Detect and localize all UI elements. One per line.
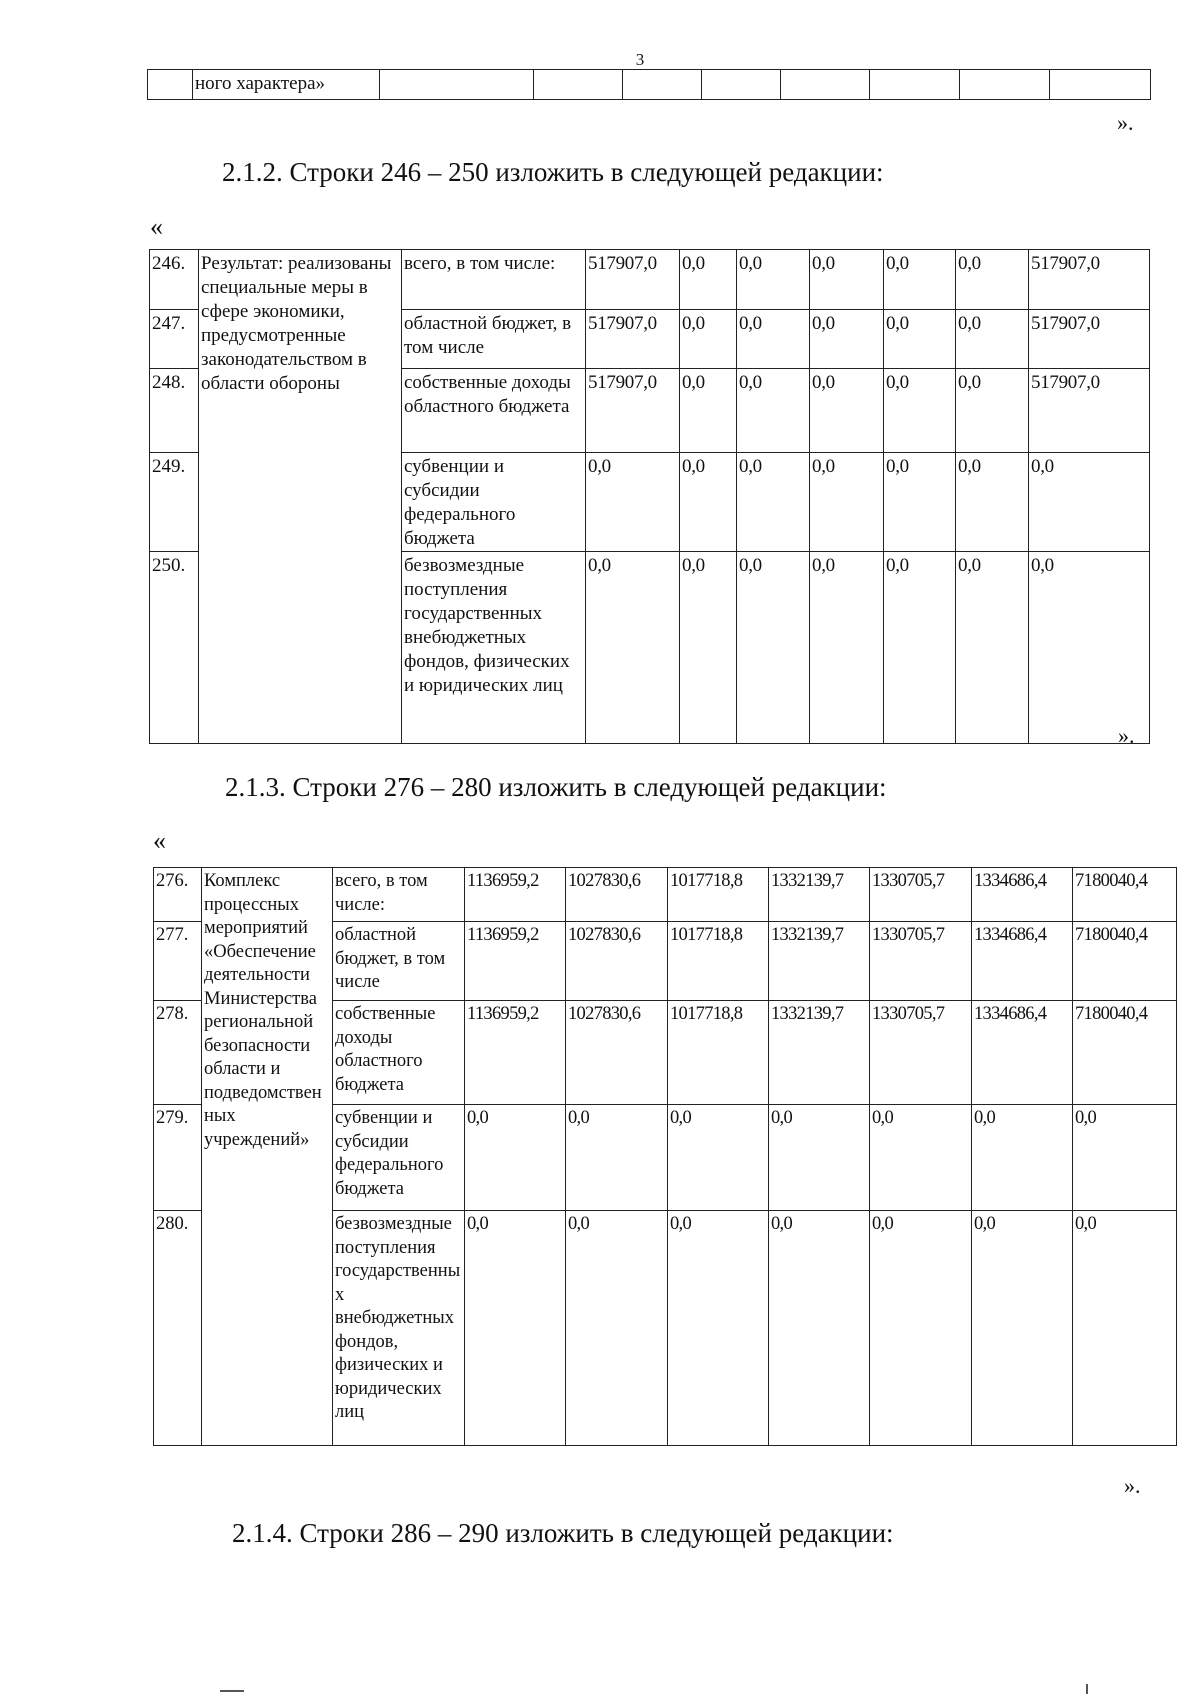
value-cell: 1330705,7 [870, 922, 972, 1001]
value-cell: 0,0 [465, 1105, 566, 1211]
value-cell: 0,0 [810, 453, 884, 552]
value-cell: 0,0 [972, 1211, 1073, 1446]
table-row [150, 250, 1150, 310]
value-cell: 1017718,8 [668, 922, 769, 1001]
value-cell: 517907,0 [586, 250, 680, 310]
value-cell: 1136959,2 [465, 1001, 566, 1105]
value-cell: 0,0 [680, 250, 737, 310]
value-cell: 0,0 [884, 310, 956, 369]
value-cell: 1334686,4 [972, 922, 1073, 1001]
value-cell: 0,0 [586, 552, 680, 744]
value-cell: 0,0 [680, 310, 737, 369]
value-cell: 1332139,7 [769, 922, 870, 1001]
value-cell: 0,0 [1029, 453, 1150, 552]
value-cell: 517907,0 [1029, 369, 1150, 453]
row-label: собственные доходы областного бюджета [402, 369, 586, 453]
fragment-cell-text: ного характера» [193, 70, 380, 100]
scan-mark [1086, 1684, 1088, 1694]
value-cell: 1330705,7 [870, 868, 972, 922]
value-cell: 1334686,4 [972, 1001, 1073, 1105]
value-cell: 1136959,2 [465, 922, 566, 1001]
closing-quote: ». [1118, 723, 1135, 748]
value-cell: 0,0 [956, 369, 1029, 453]
row-label: субвенции и субсидии федерального бюджета [333, 1105, 465, 1211]
budget-table-246-250 [149, 249, 1150, 744]
row-label: всего, в том числе: [402, 250, 586, 310]
closing-quote-top: ». [1117, 110, 1134, 135]
budget-table-276-280 [153, 867, 1177, 1446]
value-cell: 0,0 [956, 552, 1029, 744]
value-cell: 7180040,4 [1073, 868, 1177, 922]
value-cell: 0,0 [566, 1211, 668, 1446]
value-cell: 1334686,4 [972, 868, 1073, 922]
value-cell: 0,0 [810, 369, 884, 453]
row-number: 248. [150, 369, 199, 453]
value-cell: 0,0 [1073, 1211, 1177, 1446]
value-cell: 0,0 [810, 310, 884, 369]
value-cell: 0,0 [884, 369, 956, 453]
value-cell: 1027830,6 [566, 922, 668, 1001]
section-heading: 2.1.4. Строки 286 – 290 изложить в следующей редакции: [232, 1518, 894, 1548]
row-label: всего, в том числе: [333, 868, 465, 922]
value-cell: 7180040,4 [1073, 922, 1177, 1001]
value-cell: 0,0 [769, 1105, 870, 1211]
value-cell: 0,0 [566, 1105, 668, 1211]
value-cell: 0,0 [668, 1105, 769, 1211]
value-cell: 0,0 [737, 453, 810, 552]
value-cell: 0,0 [769, 1211, 870, 1446]
row-number: 247. [150, 310, 199, 369]
value-cell: 0,0 [680, 552, 737, 744]
value-cell: 0,0 [465, 1211, 566, 1446]
value-cell: 517907,0 [1029, 250, 1150, 310]
row-number: 250. [150, 552, 199, 744]
opening-quote: « [153, 826, 166, 855]
value-cell: 0,0 [810, 552, 884, 744]
value-cell: 0,0 [680, 453, 737, 552]
value-cell: 1136959,2 [465, 868, 566, 922]
value-cell: 0,0 [884, 453, 956, 552]
value-cell: 0,0 [956, 310, 1029, 369]
row-number: 246. [150, 250, 199, 310]
value-cell: 0,0 [737, 552, 810, 744]
value-cell: 0,0 [870, 1105, 972, 1211]
value-cell: 1017718,8 [668, 868, 769, 922]
complex-description: Комплекс процессных мероприятий «Обеспечение деятельности Министерства региональной безопасности области и подведомственных учреждений» [202, 868, 333, 1446]
row-number: 276. [154, 868, 202, 922]
page-number: 3 [635, 50, 645, 69]
value-cell: 0,0 [737, 369, 810, 453]
row-label: собственные доходы областного бюджета [333, 1001, 465, 1105]
value-cell: 0,0 [884, 250, 956, 310]
value-cell: 0,0 [1029, 552, 1150, 744]
result-description: Результат: реализованы специальные меры в сфере экономики, предусмотренные законодательством в области обороны [199, 250, 402, 744]
row-number: 249. [150, 453, 199, 552]
value-cell: 0,0 [586, 453, 680, 552]
value-cell: 517907,0 [1029, 310, 1150, 369]
row-label: областной бюджет, в том числе [333, 922, 465, 1001]
row-number: 277. [154, 922, 202, 1001]
value-cell: 0,0 [870, 1211, 972, 1446]
row-label: безвозмездные поступления государственных внебюджетных фондов, физических и юридических лиц [333, 1211, 465, 1446]
value-cell: 0,0 [737, 250, 810, 310]
value-cell: 1332139,7 [769, 868, 870, 922]
value-cell: 0,0 [956, 453, 1029, 552]
scan-mark [220, 1690, 244, 1692]
value-cell: 1027830,6 [566, 868, 668, 922]
section-heading: 2.1.2. Строки 246 – 250 изложить в следующей редакции: [222, 157, 884, 187]
table-row [154, 868, 1177, 922]
opening-quote: « [150, 212, 163, 241]
value-cell: 1017718,8 [668, 1001, 769, 1105]
value-cell: 1332139,7 [769, 1001, 870, 1105]
row-label: безвозмездные поступления государственных внебюджетных фондов, физических и юридических лиц [402, 552, 586, 744]
value-cell: 1027830,6 [566, 1001, 668, 1105]
value-cell: 0,0 [956, 250, 1029, 310]
closing-quote: ». [1124, 1473, 1141, 1498]
value-cell: 0,0 [680, 369, 737, 453]
value-cell: 0,0 [668, 1211, 769, 1446]
value-cell: 0,0 [737, 310, 810, 369]
row-number: 279. [154, 1105, 202, 1211]
row-label: субвенции и субсидии федерального бюджета [402, 453, 586, 552]
row-number: 278. [154, 1001, 202, 1105]
value-cell: 1330705,7 [870, 1001, 972, 1105]
top-fragment-table [147, 69, 1151, 100]
value-cell: 517907,0 [586, 369, 680, 453]
value-cell: 0,0 [1073, 1105, 1177, 1211]
row-label: областной бюджет, в том числе [402, 310, 586, 369]
value-cell: 0,0 [810, 250, 884, 310]
value-cell: 517907,0 [586, 310, 680, 369]
value-cell: 7180040,4 [1073, 1001, 1177, 1105]
section-heading: 2.1.3. Строки 276 – 280 изложить в следующей редакции: [225, 772, 887, 802]
value-cell: 0,0 [884, 552, 956, 744]
value-cell: 0,0 [972, 1105, 1073, 1211]
row-number: 280. [154, 1211, 202, 1446]
